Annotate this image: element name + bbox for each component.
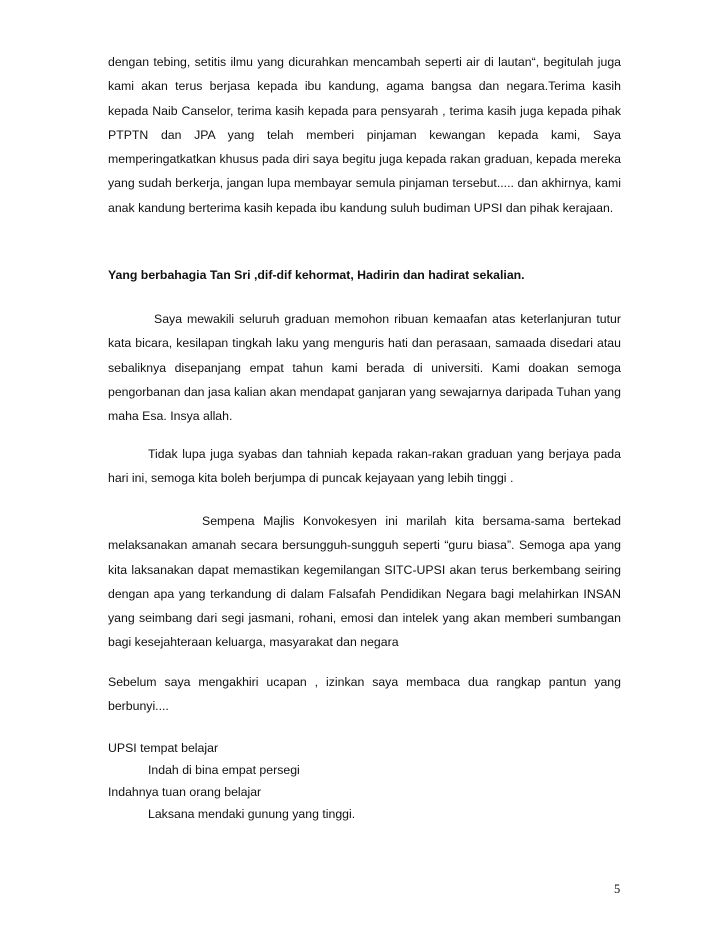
salutation-heading: Yang berbahagia Tan Sri ,dif-dif kehormat, Hadirin dan hadirat sekalian. [108, 268, 525, 282]
paragraph-pantun-intro: Sebelum saya mengakhiri ucapan , izinkan saya membaca dua rangkap pantun yang berbunyi.... [108, 675, 621, 714]
paragraph-convocation: Sempena Majlis Konvokesyen ini marilah kita bersama-sama bertekad melaksanakan amanah secara bersungguh-sungguh seperti “guru biasa”. Semoga apa yang kita laksanakan dapat memastikan kegemilangan SITC-UPSI akan terus berkembang seiring dengan apa yang terkandung di dalam Falsafah Pendidikan Negara bagi melahirkan INSAN yang seimbang dari segi jasmani, rohani, emosi dan intelek yang akan memberi sumbangan bagi kesejahteraan keluarga, masyarakat dan negara [108, 514, 621, 650]
paragraph-congratulations: Tidak lupa juga syabas dan tahniah kepada rakan-rakan graduan yang berjaya pada hari ini, semoga kita boleh berjumpa di puncak kejayaan yang lebih tinggi . [108, 447, 621, 486]
paragraph-apology: Saya mewakili seluruh graduan memohon ribuan kemaafan atas keterlanjuran tutur kata bicara, kesilapan tingkah laku yang menguris hati dan perasaan, samaada disedari atau sebaliknya disepanjang empat tahun kami berada di universiti. Kami doakan semoga pengorbanan dan jasa kalian akan mendapat ganjaran yang sewajarnya daripada Tuhan yang maha Esa. Insya allah. [108, 312, 621, 424]
pantun-line-3: Indahnya tuan orang belajar [108, 785, 262, 799]
pantun-line-1: UPSI tempat belajar [108, 741, 219, 755]
pantun-line-2: Indah di bina empat persegi [148, 763, 300, 777]
paragraph-opening-continued: dengan tebing, setitis ilmu yang dicurahkan mencambah seperti air di lautan“, begitulah juga kami akan terus berjasa kepada ibu kandung, agama bangsa dan negara.Terima kasih kepada Naib Canselor, terima kasih kepada para pensyarah , terima kasih juga kepada pihak PTPTN dan JPA yang telah memberi pinjaman kewangan kepada kami, Saya memperingatkatkan khusus pada diri saya begitu juga kepada rakan graduan, kepada mereka yang sudah berkerja, jangan lupa membayar semula pinjaman tersebut..... dan akhirnya, kami anak kandung berterima kasih kepada ibu kandung suluh budiman UPSI dan pihak kerajaan. [108, 55, 621, 215]
pantun-verse [108, 737, 621, 825]
page-number: 5 [614, 882, 621, 896]
pantun-line-4: Laksana mendaki gunung yang tinggi. [148, 807, 356, 821]
